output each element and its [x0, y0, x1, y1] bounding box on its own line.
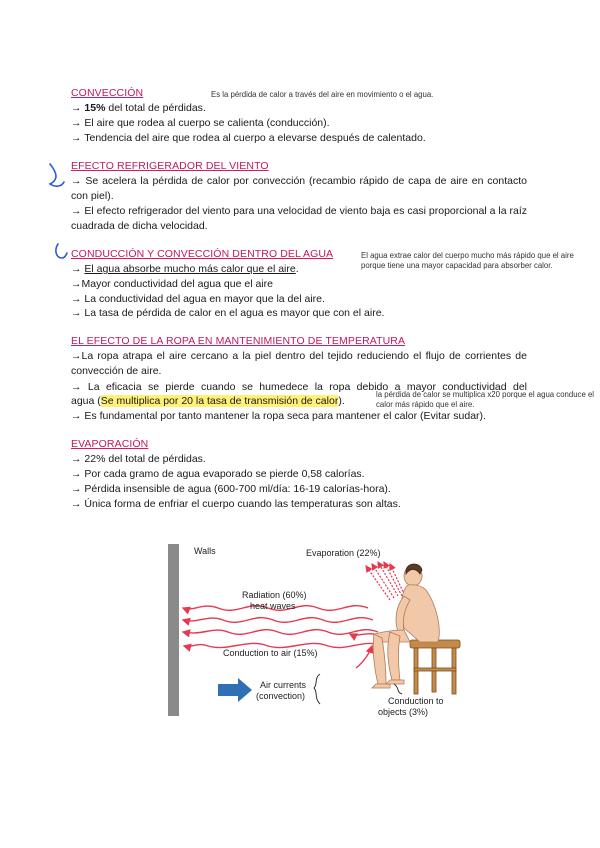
viento-paragraph-2: → El efecto refrigerador del viento para una velocidad de viento baja es casi proporcional a la raíz cuadrada de dicha velocidad. — [71, 205, 527, 232]
heading-viento: EFECTO REFRIGERADOR DEL VIENTO — [71, 160, 269, 172]
ropa-paragraph-1: →La ropa atrapa el aire cercano a la piel dentro del tejido reduciendo el flujo de corrientes de convección de aire. — [71, 350, 527, 377]
arrow: → — [71, 263, 85, 275]
objects-bracket — [394, 684, 402, 694]
conduction-air-arrow — [184, 643, 383, 647]
agua-underlined: El agua absorbe mucho más calor que el aire — [84, 263, 296, 275]
note-agua: El agua extrae calor del cuerpo mucho más rápido que el aire porque tiene una mayor capacidad para absorber calor. — [361, 251, 574, 270]
arrow: → — [71, 102, 85, 114]
evaporacion-line-3: → Pérdida insensible de agua (600-700 ml/día: 16-19 calorías-hora). — [71, 483, 391, 495]
conduction-objects-label-1: Conduction to — [388, 696, 444, 706]
heading-conveccion: CONVECCIÓN — [71, 87, 144, 99]
ropa-text-end: ). — [338, 395, 345, 407]
arrow: → — [71, 453, 85, 465]
ropa-line-2a: → La eficacia se pierde cuando se humedece la ropa debido a mayor conductividad del — [71, 381, 527, 393]
pen-marks — [44, 158, 68, 262]
air-bracket — [314, 674, 320, 704]
air-currents-label-1: Air currents — [260, 680, 307, 690]
heat-loss-figure — [168, 538, 488, 724]
conduction-air-label: Conduction to air (15%) — [223, 648, 318, 658]
air-current-arrow — [218, 678, 252, 702]
ropa-text: agua ( — [71, 395, 101, 407]
conveccion-line-1 — [71, 101, 206, 116]
heading-evaporacion: EVAPORACIÓN — [71, 438, 149, 450]
conveccion-line-1-text: del total de pérdidas. — [105, 102, 206, 114]
percent-15: 15% — [84, 102, 106, 114]
agua-line-4: → La tasa de pérdida de calor en el agua es mayor que con el aire. — [71, 307, 385, 319]
air-currents-label-2: (convection) — [256, 691, 306, 701]
agua-line-2: →Mayor conductividad del agua que el aire — [71, 278, 273, 290]
period: . — [295, 263, 299, 275]
highlight: Se multiplica por 20 la tasa de transmisión de calor — [100, 395, 339, 407]
heading-agua: CONDUCCIÓN Y CONVECCIÓN DENTRO DEL AGUA — [71, 248, 334, 260]
evaporacion-line-2: → Por cada gramo de agua evaporado se pierde 0,58 calorías. — [71, 468, 365, 480]
evaporacion-line-1 — [71, 452, 206, 467]
evaporacion-line-4: → Única forma de enfriar el cuerpo cuando las temperaturas son altas. — [71, 498, 401, 510]
agua-line-3: → La conductividad del agua en mayor que la del aire. — [71, 293, 325, 305]
agua-line-1 — [71, 262, 299, 277]
conduction-air-up-arrow — [356, 646, 372, 668]
evaporacion-line-1-text: del total de pérdidas. — [105, 453, 206, 465]
conveccion-line-3: → Tendencia del aire que rodea al cuerpo a elevarse después de calentado. — [71, 132, 426, 144]
radiation-label-2: heat waves — [250, 601, 296, 611]
viento-paragraph-1: → Se acelera la pérdida de calor por convección (recambio rápido de capa de aire en contacto con piel). — [71, 175, 527, 202]
percent-22: 22% — [84, 453, 106, 465]
pen-hook-2 — [56, 244, 67, 258]
heading-ropa: EL EFECTO DE LA ROPA EN MANTENIMIENTO DE TEMPERATURA — [71, 335, 406, 347]
pen-hook-1 — [50, 164, 64, 186]
note-ropa: la pérdida de calor se multiplica x20 porque el agua conduce el calor más rápido que el aire. — [376, 390, 595, 409]
ropa-line-3: → Es fundamental por tanto mantener la ropa seca para mantener el calor (Evitar sudar). — [71, 410, 486, 422]
walls-label: Walls — [194, 546, 216, 556]
note-conveccion: Es la pérdida de calor a través del aire en movimiento o el agua. — [211, 90, 434, 99]
evaporation-label: Evaporation (22%) — [306, 548, 381, 558]
ropa-line-2b — [71, 394, 345, 409]
conveccion-line-2: → El aire que rodea al cuerpo se calienta (conducción). — [71, 117, 330, 129]
evaporation-arrows — [366, 562, 406, 600]
stool — [410, 640, 460, 694]
conduction-objects-label-2: objects (3%) — [378, 707, 429, 717]
wall — [168, 544, 179, 716]
radiation-label-1: Radiation (60%) — [242, 590, 307, 600]
